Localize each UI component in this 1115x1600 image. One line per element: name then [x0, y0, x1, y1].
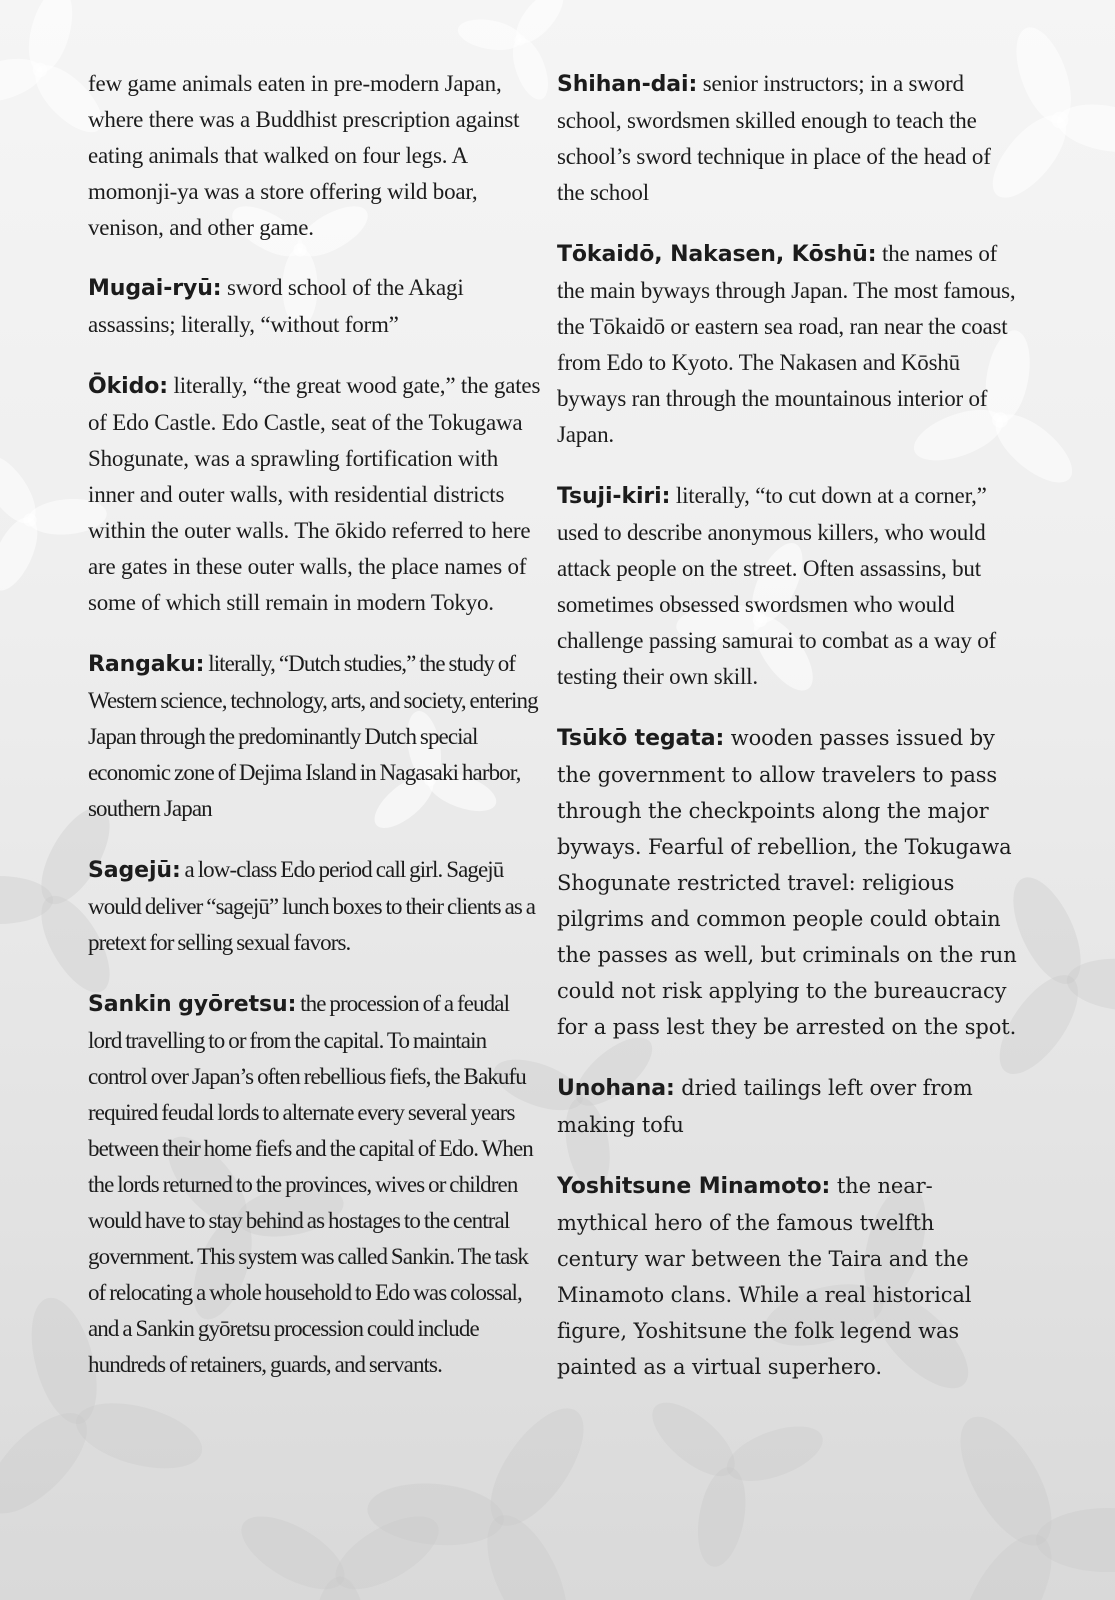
glossary-definition: the procession of a feudal lord travelling to or from the capital. To maintain control over Japan’s often rebellious fiefs, the Bakufu required feudal lords to alternate every several years between their home fiefs and the capital of Edo. When the lords returned to the provinces, wives or children would have to stay behind as hostages to the central government. This system was called Sankin. The task of relocating a whole household to Edo was colossal, and a Sankin gyōretsu procession could include hundreds of retainers, guards, and servants.	[88, 991, 533, 1377]
glossary-definition: senior instructors; in a sword school, swordsmen skilled enough to teach the school’s sword technique in place of the head of the school	[557, 71, 991, 205]
glossary-entry-sankin-gyoretsu	[88, 986, 543, 1383]
glossary-definition: the names of the main byways through Japan. The most famous, the Tōkaidō or eastern sea road, ran near the coast from Edo to Kyoto. The Nakasen and Kōshū byways ran through the mountainous interior of Japan.	[557, 241, 1016, 447]
glossary-term: Tōkaidō, Nakasen, Kōshū:	[557, 242, 877, 267]
glossary-term: Unohana:	[557, 1076, 675, 1101]
glossary-entry-tokaido	[557, 236, 1017, 453]
glossary-term: Tsūkō tegata:	[557, 726, 725, 751]
glossary-entry-sageju	[88, 852, 543, 961]
glossary-term: Shihan-dai:	[557, 72, 698, 97]
glossary-term: Yoshitsune Minamoto:	[557, 1174, 831, 1199]
glossary-entry-unohana	[557, 1070, 1017, 1143]
glossary-definition: dried tailings left over from making tofu	[557, 1076, 973, 1137]
glossary-term: Rangaku:	[88, 652, 205, 677]
glossary-definition: literally, “to cut down at a corner,” used to describe anonymous killers, who would attack people on the street. Often assassins, but sometimes obsessed swordsmen who would challenge passing samurai to combat as a way of testing their own skill.	[557, 483, 996, 689]
glossary-entry-tsuji-kiri	[557, 478, 1017, 695]
glossary-term: Sankin gyōretsu:	[88, 992, 297, 1017]
continued-paragraph: few game animals eaten in pre-modern Japan, where there was a Buddhist prescription against eating animals that walked on four legs. A momonji-ya was a store offering wild boar, venison, and other game.	[88, 71, 520, 240]
glossary-definition: literally, “the great wood gate,” the gates of Edo Castle. Edo Castle, seat of the Tokugawa Shogunate, was a sprawling fortification with inner and outer walls, with residential districts within the outer walls. The ōkido referred to here are gates in these outer walls, the place names of some of which still remain in modern Tokyo.	[88, 373, 541, 615]
glossary-entry-tsuko-tegata	[557, 720, 1017, 1045]
glossary-term: Sagejū:	[88, 858, 181, 883]
glossary-term: Tsuji-kiri:	[557, 484, 671, 509]
glossary-definition: wooden passes issued by the government to allow travelers to pass through the checkpoints along the major byways. Fearful of rebellion, the Tokugawa Shogunate restricted travel: religious pilgrims and common people could obtain the passes as well, but criminals on the run could not risk applying to the bureaucracy for a pass lest they be arrested on the spot.	[557, 726, 1017, 1039]
glossary-entry-shihan-dai	[557, 66, 1017, 211]
glossary-term: Mugai-ryū:	[88, 276, 222, 301]
left-column	[88, 66, 543, 1408]
glossary-definition: the near-mythical hero of the famous twelfth century war between the Taira and the Minamoto clans. While a real historical figure, Yoshitsune the folk legend was painted as a virtual superhero.	[557, 1174, 972, 1379]
glossary-entry-okido	[88, 368, 543, 621]
glossary-definition: sword school of the Akagi assassins; literally, “without form”	[88, 275, 464, 337]
glossary-entry-mugai-ryu	[88, 270, 543, 343]
right-column	[557, 66, 1017, 1410]
glossary-definition: literally, “Dutch studies,” the study of Western science, technology, arts, and society, entering Japan through the predominantly Dutch special economic zone of Dejima Island in Nagasaki harbor, southern Japan	[88, 651, 538, 821]
glossary-entry-rangaku	[88, 646, 543, 827]
glossary-term: Ōkido:	[88, 374, 168, 399]
glossary-definition: a low-class Edo period call girl. Sagejū would deliver “sagejū” lunch boxes to their clients as a pretext for selling sexual favors.	[88, 857, 536, 955]
glossary-entry-yoshitsune-minamoto	[557, 1168, 1017, 1385]
